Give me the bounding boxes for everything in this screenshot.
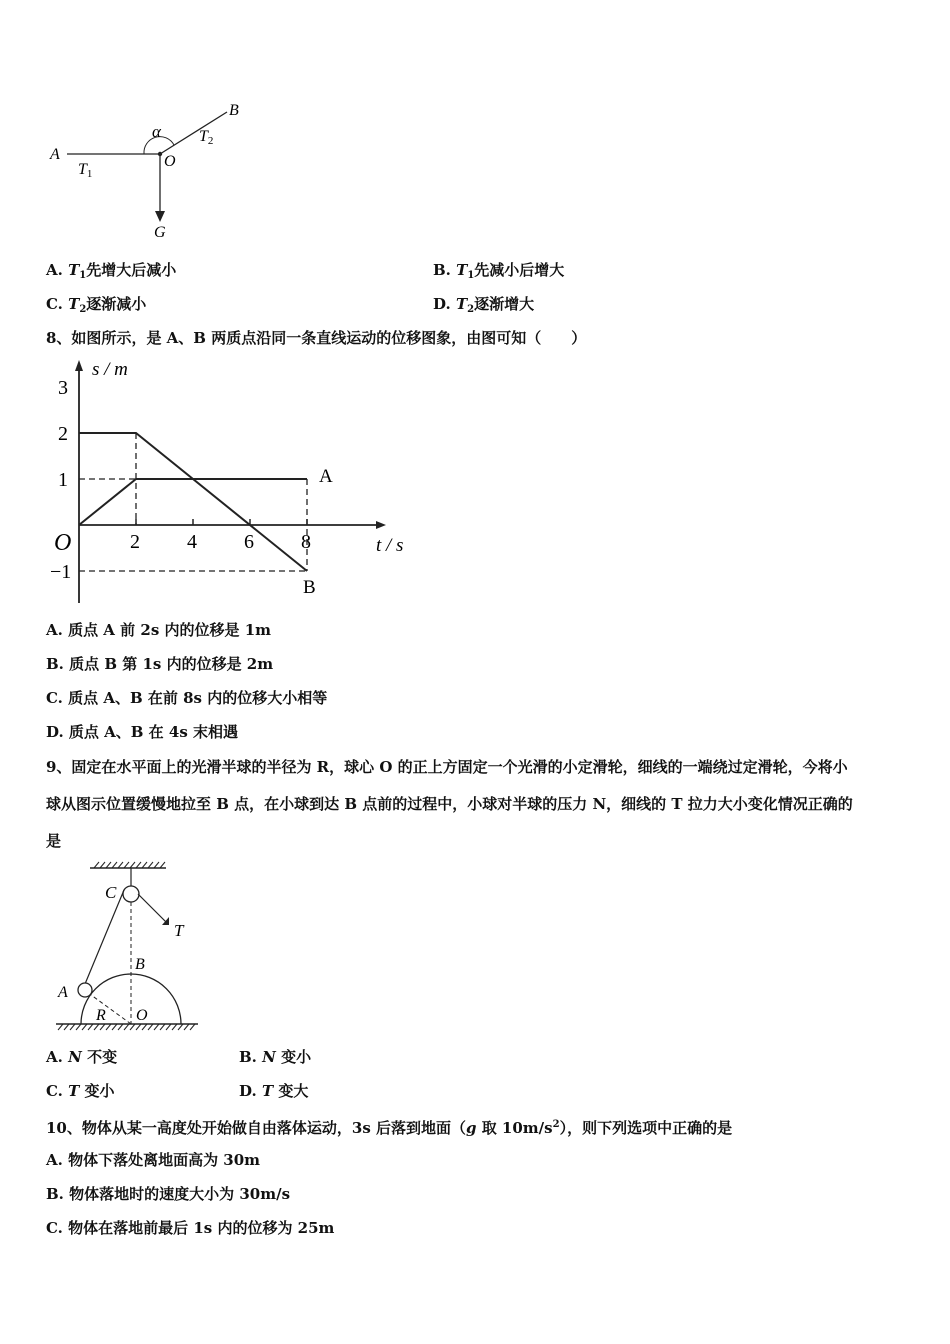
fig1-label-G: G <box>154 224 166 241</box>
x-tick-label: 4 <box>187 531 197 553</box>
fig9-label-T: T <box>174 921 184 940</box>
fig1-label-alpha: α <box>152 122 161 141</box>
fig9-label-R: R <box>96 1007 106 1024</box>
q9-option-c: C. T 变小 <box>46 1082 115 1100</box>
q9-option-b: B. N 变小 <box>239 1048 312 1066</box>
y-tick-label: 1 <box>58 469 68 491</box>
y-axis-arrow <box>75 360 83 371</box>
series-label-B: B <box>303 577 316 598</box>
q7-option-c: C. $T_2$逐渐减小 <box>46 295 147 315</box>
x-tick-label: 8 <box>301 531 311 553</box>
q9-stem-line3: 是 <box>46 832 62 850</box>
fig1-label-T1: T1 <box>78 161 93 180</box>
y-tick-label: 2 <box>58 423 68 445</box>
q8-option-b: B. 质点 B 第 1s 内的位移是 2m <box>46 655 274 673</box>
q7-option-b: B. $T_1$先减小后增大 <box>433 261 565 281</box>
q10-option-a: A. 物体下落处离地面高为 30m <box>46 1151 261 1169</box>
fig9-label-O: O <box>136 1007 148 1024</box>
x-axis-arrow <box>376 521 386 529</box>
x-axis-label: t / s <box>376 535 404 556</box>
hemisphere-pulley-diagram <box>50 858 220 1038</box>
fig1-label-B: B <box>229 102 239 119</box>
fig1-label-A: A <box>50 146 60 163</box>
fig9-label-B: B <box>135 956 145 973</box>
y-tick-label: −1 <box>50 561 72 583</box>
fig1-label-O: O <box>164 153 176 170</box>
fig9-label-A: A <box>58 984 68 1001</box>
q8-option-a: A. 质点 A 前 2s 内的位移是 1m <box>46 621 272 639</box>
y-tick-label: 3 <box>58 377 68 399</box>
q9-stem-line2: 球从图示位置缓慢地拉至 B 点，在小球到达 B 点前的过程中，小球对半球的压力 N，细线的 T 拉力大小变化情况正确的 <box>46 795 853 813</box>
force-diagram <box>40 95 300 245</box>
series-label-A: A <box>319 466 333 487</box>
x-tick-label: 2 <box>130 531 140 553</box>
q8-option-d: D. 质点 A、B 在 4s 末相遇 <box>46 723 239 741</box>
q10-stem: 10、物体从某一高度处开始做自由落体运动，3s 后落到地面（g 取 $10m/s^2$），则下列选项中正确的是 <box>46 1119 733 1137</box>
q9-option-a: A. N 不变 <box>46 1048 118 1066</box>
q8-option-c: C. 质点 A、B 在前 8s 内的位移大小相等 <box>46 689 328 707</box>
q10-option-c: C. 物体在落地前最后 1s 内的位移为 25m <box>46 1219 335 1237</box>
q7-option-a: A. $T_1$先增大后减小 <box>46 261 177 281</box>
q9-stem-line1: 9、固定在水平面上的光滑半球的半径为 R，球心 O 的正上方固定一个光滑的小定滑轮，细线的一端绕过定滑轮，今将小 <box>46 758 848 776</box>
y-axis-label: s / m <box>92 359 128 380</box>
fig1-label-T2: T2 <box>199 128 214 147</box>
displacement-chart <box>40 355 420 605</box>
fig9-label-C: C <box>105 883 117 902</box>
series-line-A <box>79 479 307 525</box>
q8-stem: 8、如图所示，是 A、B 两质点沿同一条直线运动的位移图象，由图可知（ ） <box>46 329 587 347</box>
x-tick-label: 6 <box>244 531 254 553</box>
q7-option-d: D. $T_2$逐渐增大 <box>433 295 535 315</box>
q10-option-b: B. 物体落地时的速度大小为 30m/s <box>46 1185 291 1203</box>
origin-label: O <box>54 530 72 556</box>
q9-option-d: D. T 变大 <box>239 1082 309 1100</box>
